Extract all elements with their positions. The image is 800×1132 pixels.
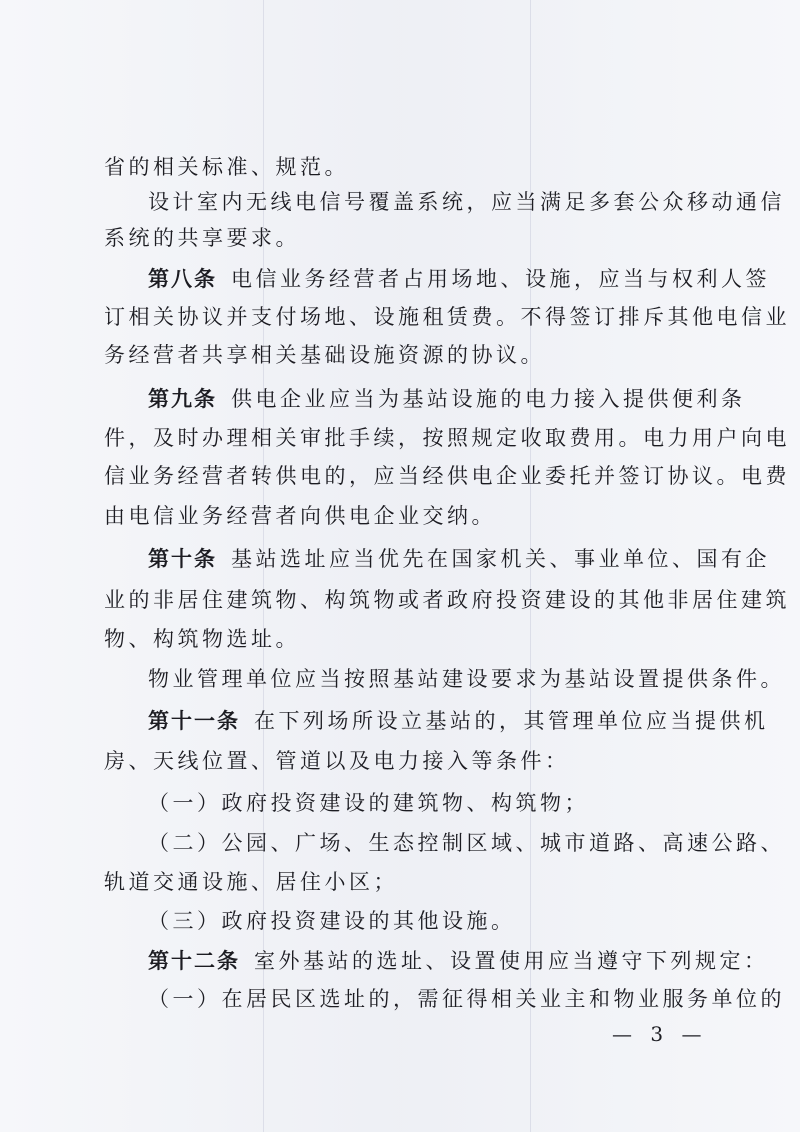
article-heading: 第十条 <box>148 547 217 571</box>
text-line: 务经营者共享相关基础设施资源的协议。 <box>104 343 545 367</box>
list-item: （一）在居民区选址的，需征得相关业主和物业服务单位的 <box>148 987 785 1011</box>
article-12-line: 第十二条 室外基站的选址、设置使用应当遵守下列规定： <box>148 949 769 973</box>
text-line: 信业务经营者转供电的，应当经供电企业委托并签订协议。电费 <box>104 464 790 488</box>
article-heading: 第十二条 <box>148 949 240 973</box>
text-line: 物、构筑物选址。 <box>104 627 300 651</box>
article-9-line: 第九条 供电企业应当为基站设施的电力接入提供便利条 <box>148 387 746 411</box>
article-heading: 第九条 <box>148 387 217 411</box>
list-item: （三）政府投资建设的其他设施。 <box>148 909 516 933</box>
text-line: 物业管理单位应当按照基站建设要求为基站设置提供条件。 <box>148 667 785 691</box>
article-8-line: 第八条 电信业务经营者占用场地、设施，应当与权利人签 <box>148 267 770 291</box>
text-line: 由电信业务经营者向供电企业交纳。 <box>104 504 496 528</box>
article-10-line: 第十条 基站选址应当优先在国家机关、事业单位、国有企 <box>148 547 770 571</box>
page-number: — 3 — <box>612 1022 708 1046</box>
text-line: 省的相关标准、规范。 <box>104 155 349 179</box>
text-line: 订相关协议并支付场地、设施租赁费。不得签订排斥其他电信业 <box>104 305 790 329</box>
text-line: 轨道交通设施、居住小区； <box>104 870 398 894</box>
article-heading: 第八条 <box>148 267 217 291</box>
text-line: 系统的共享要求。 <box>104 226 300 250</box>
article-11-line: 第十一条 在下列场所设立基站的，其管理单位应当提供机 <box>148 709 769 733</box>
text-line: 设计室内无线电信号覆盖系统，应当满足多套公众移动通信 <box>148 190 785 214</box>
article-heading: 第十一条 <box>148 709 240 733</box>
text-line: 业的非居住建筑物、构筑物或者政府投资建设的其他非居住建筑 <box>104 588 790 612</box>
list-item: （一）政府投资建设的建筑物、构筑物； <box>148 791 589 815</box>
list-item: （二）公园、广场、生态控制区域、城市道路、高速公路、 <box>148 831 785 855</box>
text-line: 房、天线位置、管道以及电力接入等条件： <box>104 749 570 773</box>
text-line: 件，及时办理相关审批手续，按照规定收取费用。电力用户向电 <box>104 426 790 450</box>
